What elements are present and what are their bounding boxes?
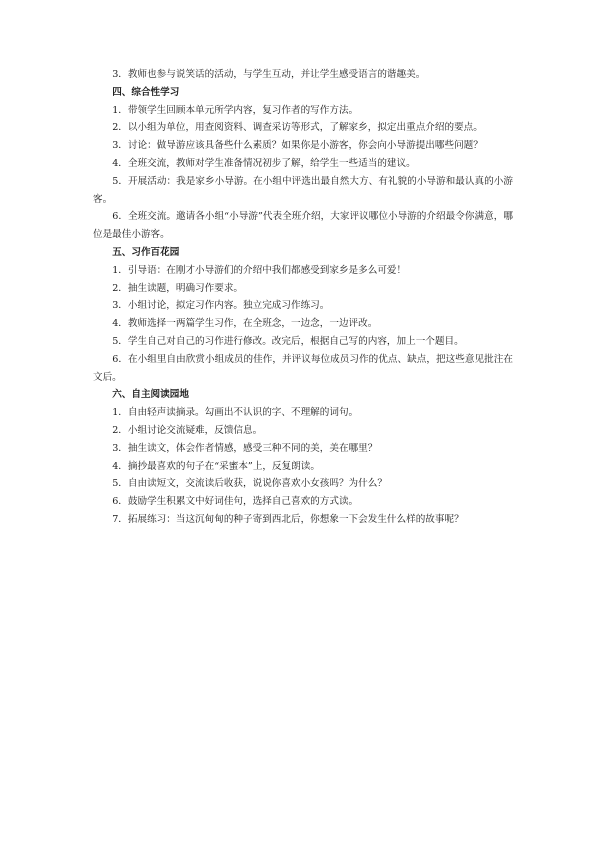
list-item-5-1: 1．引导语：在刚才小导游们的介绍中我们都感受到家乡是多么可爱！ <box>112 264 407 276</box>
list-item-5-5: 5．学生自己对自己的习作进行修改。改完后，根据自己写的内容，加上一个题目。 <box>112 335 464 347</box>
document-body <box>93 66 513 529</box>
list-item-6-4: 4．摘抄最喜欢的句子在“采蜜本”上，反复朗读。 <box>112 460 320 472</box>
list-item-4-5: 5．开展活动：我是家乡小导游。在小组中评选出最自然大方、有礼貌的小导游和最认真的小游客。 <box>93 175 513 205</box>
list-item-6-2: 2．小组讨论交流疑难，反馈信息。 <box>112 424 263 436</box>
list-item-4-3: 3．讨论：做导游应该具备些什么素质？如果你是小游客，你会向小导游提出哪些问题？ <box>112 140 483 152</box>
list-item-6-1: 1．自由轻声读摘录。勾画出不认识的字、不理解的词句。 <box>112 407 359 419</box>
list-item-5-4: 4．教师选择一两篇学生习作，在全班念，一边念，一边评改。 <box>112 318 378 330</box>
list-item-5-3: 3．小组讨论，拟定习作内容。独立完成习作练习。 <box>112 300 330 312</box>
list-item-6-3: 3．抽生读文，体会作者情感，感受三种不同的美，美在哪里？ <box>112 442 378 454</box>
list-item-4-6: 6．全班交流。邀请各小组“小导游”代表全班介绍，大家评议哪位小导游的介绍最令你满意，哪位是最佳小游客。 <box>93 211 513 241</box>
section-heading-4: 四、综合性学习 <box>112 86 180 98</box>
list-item-4-1: 1．带领学生回顾本单元所学内容，复习作者的写作方法。 <box>112 104 359 116</box>
list-item-4-4: 4．全班交流，教师对学生准备情况初步了解，给学生一些适当的建议。 <box>112 157 416 169</box>
list-item-6-5: 5．自由读短文，交流读后收获，说说你喜欢小女孩吗？为什么？ <box>112 478 387 490</box>
list-item-5-6: 6．在小组里自由欣赏小组成员的佳作，并评议每位成员习作的优点、缺点，把这些意见批注在文后。 <box>93 353 513 383</box>
section-heading-6: 六、自主阅读园地 <box>112 389 189 401</box>
section-heading-5: 五、习作百花园 <box>112 246 180 258</box>
paragraph-3-teacher-jokes: 3．教师也参与说笑话的活动，与学生互动，并让学生感受语言的谐趣美。 <box>112 69 426 80</box>
list-item-5-2: 2．抽生读题，明确习作要求。 <box>112 282 244 294</box>
list-item-6-6: 6．鼓励学生积累文中好词佳句，选择自己喜欢的方式读。 <box>112 496 359 508</box>
list-item-4-2: 2．以小组为单位，用查阅资料、调查采访等形式，了解家乡，拟定出重点介绍的要点。 <box>112 122 483 134</box>
list-item-6-7: 7．拓展练习：当这沉甸甸的种子寄到西北后，你想象一下会发生什么样的故事呢？ <box>112 513 464 525</box>
